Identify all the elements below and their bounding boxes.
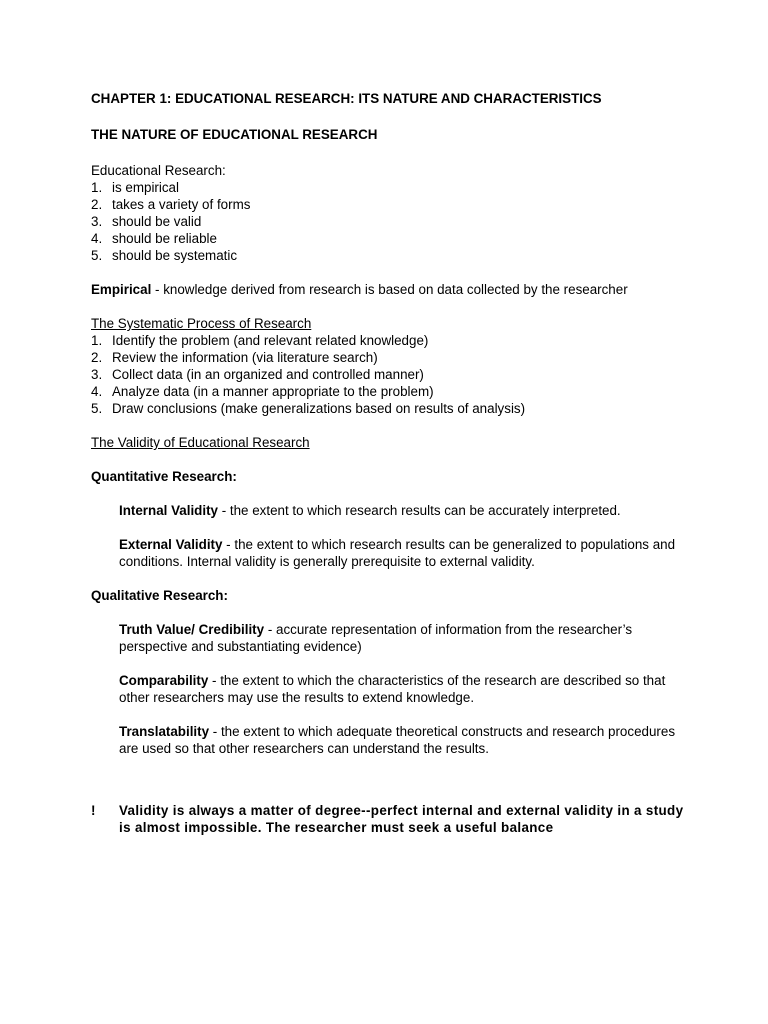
list-item bbox=[91, 349, 691, 366]
translatability-text: - the extent to which adequate theoretical constructs and research procedures are used so that other researchers can understand the results. bbox=[119, 724, 676, 756]
list-text: Collect data (in an organized and controlled manner) bbox=[112, 367, 424, 382]
list-text: should be valid bbox=[112, 214, 202, 229]
external-validity-term: External Validity bbox=[119, 537, 223, 552]
list-item bbox=[91, 179, 691, 196]
list-item bbox=[91, 366, 691, 383]
external-validity-text: - the extent to which research results can be generalized to populations and conditions. Internal validity is generally prerequisite to external validity. bbox=[119, 537, 676, 569]
validity-heading: The Validity of Educational Research bbox=[91, 435, 310, 450]
external-validity-definition bbox=[91, 536, 691, 570]
list-item bbox=[91, 400, 691, 417]
internal-validity-text: - the extent to which research results can be accurately interpreted. bbox=[217, 503, 621, 518]
list-text: takes a variety of forms bbox=[112, 197, 251, 212]
translatability-term: Translatability bbox=[119, 724, 210, 739]
list-item bbox=[91, 383, 691, 400]
comparability-term: Comparability bbox=[119, 673, 209, 688]
list-number: 4. bbox=[91, 384, 103, 399]
list-item bbox=[91, 332, 691, 349]
exclamation-icon: ! bbox=[91, 803, 96, 818]
list-item bbox=[91, 230, 691, 247]
comparability-text: - the extent to which the characteristics of the research are described so that other researchers may use the results to extend knowledge. bbox=[119, 673, 666, 705]
list-number: 4. bbox=[91, 231, 103, 246]
translatability-definition bbox=[91, 723, 691, 757]
process-steps-list bbox=[91, 332, 691, 417]
empirical-text: - knowledge derived from research is based on data collected by the researcher bbox=[151, 282, 628, 297]
list-item bbox=[91, 247, 691, 264]
list-text: Analyze data (in a manner appropriate to the problem) bbox=[112, 384, 434, 399]
list-number: 5. bbox=[91, 248, 103, 263]
list-number: 1. bbox=[91, 333, 103, 348]
credibility-definition bbox=[91, 621, 691, 655]
list-text: Identify the problem (and relevant related knowledge) bbox=[112, 333, 429, 348]
quantitative-heading: Quantitative Research: bbox=[91, 469, 237, 484]
list-number: 5. bbox=[91, 401, 103, 416]
list-number: 3. bbox=[91, 214, 103, 229]
list-item bbox=[91, 196, 691, 213]
list-text: should be reliable bbox=[112, 231, 217, 246]
document-page bbox=[91, 90, 691, 836]
internal-validity-term: Internal Validity bbox=[119, 503, 218, 518]
comparability-definition bbox=[91, 672, 691, 706]
list-number: 1. bbox=[91, 180, 103, 195]
internal-validity-definition bbox=[91, 502, 691, 519]
list-text: Review the information (via literature search) bbox=[112, 350, 378, 365]
list-item bbox=[91, 213, 691, 230]
systematic-process-heading: The Systematic Process of Research bbox=[91, 316, 312, 331]
list-text: should be systematic bbox=[112, 248, 238, 263]
credibility-text: - accurate representation of information from the researcher’s perspective and substantiating evidence) bbox=[119, 622, 633, 654]
characteristics-list bbox=[91, 179, 691, 264]
list-text: is empirical bbox=[112, 180, 179, 195]
list-number: 2. bbox=[91, 197, 103, 212]
empirical-term: Empirical bbox=[91, 282, 152, 297]
list-number: 2. bbox=[91, 350, 103, 365]
validity-note-text: Validity is always a matter of degree--perfect internal and external validity in a study is almost impossible. The researcher must seek a useful balance bbox=[119, 803, 684, 835]
qualitative-heading: Qualitative Research: bbox=[91, 588, 228, 603]
section-title: THE NATURE OF EDUCATIONAL RESEARCH bbox=[91, 127, 378, 142]
educational-research-label: Educational Research: bbox=[91, 163, 226, 178]
list-text: Draw conclusions (make generalizations based on results of analysis) bbox=[112, 401, 526, 416]
credibility-term: Truth Value/ Credibility bbox=[119, 622, 265, 637]
list-number: 3. bbox=[91, 367, 103, 382]
empirical-definition bbox=[91, 281, 691, 298]
validity-note bbox=[91, 802, 691, 836]
chapter-title: CHAPTER 1: EDUCATIONAL RESEARCH: ITS NATURE AND CHARACTERISTICS bbox=[91, 91, 602, 106]
